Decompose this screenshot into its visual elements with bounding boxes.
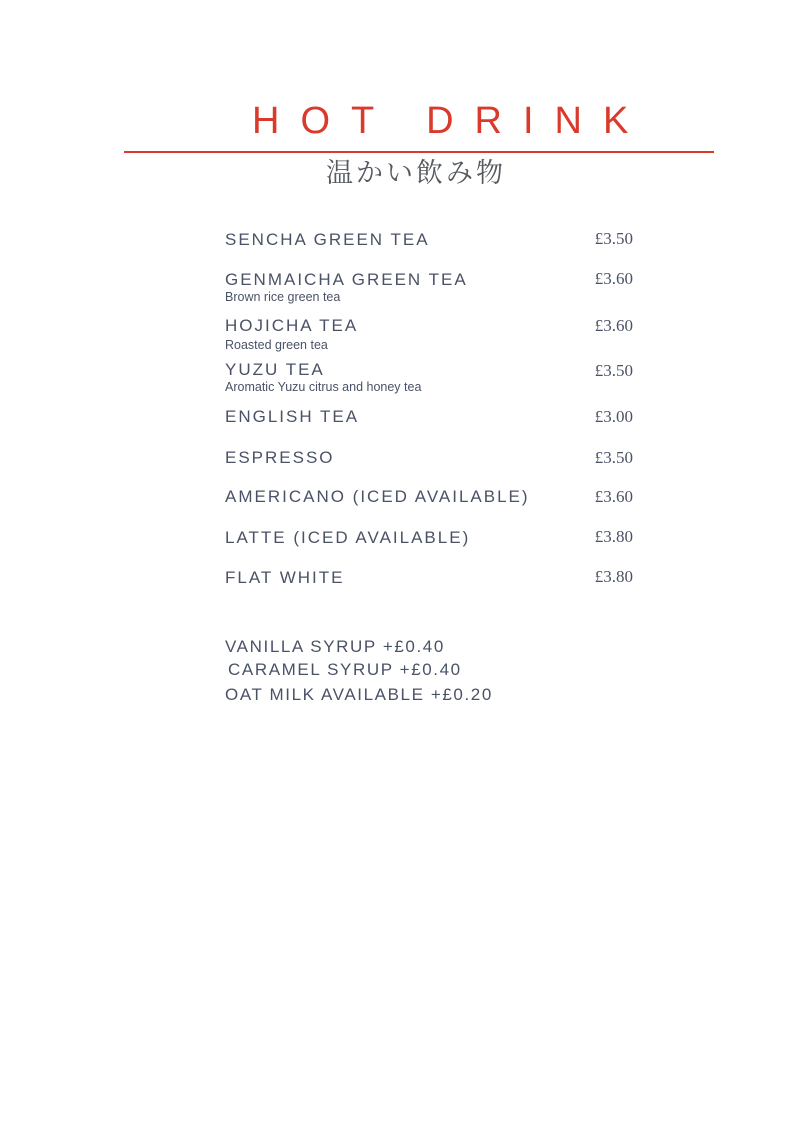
menu-item-description: Roasted green tea bbox=[225, 338, 328, 352]
menu-item-name: GENMAICHA GREEN TEA bbox=[225, 270, 468, 289]
menu-item-name: FLAT WHITE bbox=[225, 568, 345, 587]
menu-title: HOT DRINK bbox=[252, 100, 650, 142]
menu-item-price: £3.80 bbox=[594, 527, 633, 546]
menu-item-name: ESPRESSO bbox=[225, 448, 335, 467]
menu-item-price: £3.50 bbox=[594, 448, 633, 467]
menu-item-name: AMERICANO (ICED AVAILABLE) bbox=[225, 487, 530, 506]
menu-item-price: £3.60 bbox=[594, 487, 633, 506]
menu-item-description: Brown rice green tea bbox=[225, 290, 341, 304]
menu-item-price: £3.00 bbox=[594, 407, 633, 426]
extra-option: CARAMEL SYRUP +£0.40 bbox=[228, 660, 462, 679]
menu-item-name: YUZU TEA bbox=[225, 360, 325, 379]
menu-item-price: £3.50 bbox=[594, 229, 633, 248]
menu-item-price: £3.50 bbox=[594, 361, 633, 380]
menu-item-description: Aromatic Yuzu citrus and honey tea bbox=[225, 380, 422, 394]
menu-item-name: SENCHA GREEN TEA bbox=[225, 230, 430, 249]
title-divider bbox=[124, 151, 714, 153]
extra-option: VANILLA SYRUP +£0.40 bbox=[225, 637, 445, 656]
menu-item-name: HOJICHA TEA bbox=[225, 316, 359, 335]
menu-item-price: £3.60 bbox=[594, 316, 633, 335]
menu-subtitle: 温かい飲み物 bbox=[326, 158, 506, 189]
menu-item-price: £3.60 bbox=[594, 269, 633, 288]
menu-item-name: ENGLISH TEA bbox=[225, 407, 360, 426]
menu-item-name: LATTE (ICED AVAILABLE) bbox=[225, 528, 471, 547]
extra-option: OAT MILK AVAILABLE +£0.20 bbox=[225, 685, 493, 704]
menu-item-price: £3.80 bbox=[594, 567, 633, 586]
